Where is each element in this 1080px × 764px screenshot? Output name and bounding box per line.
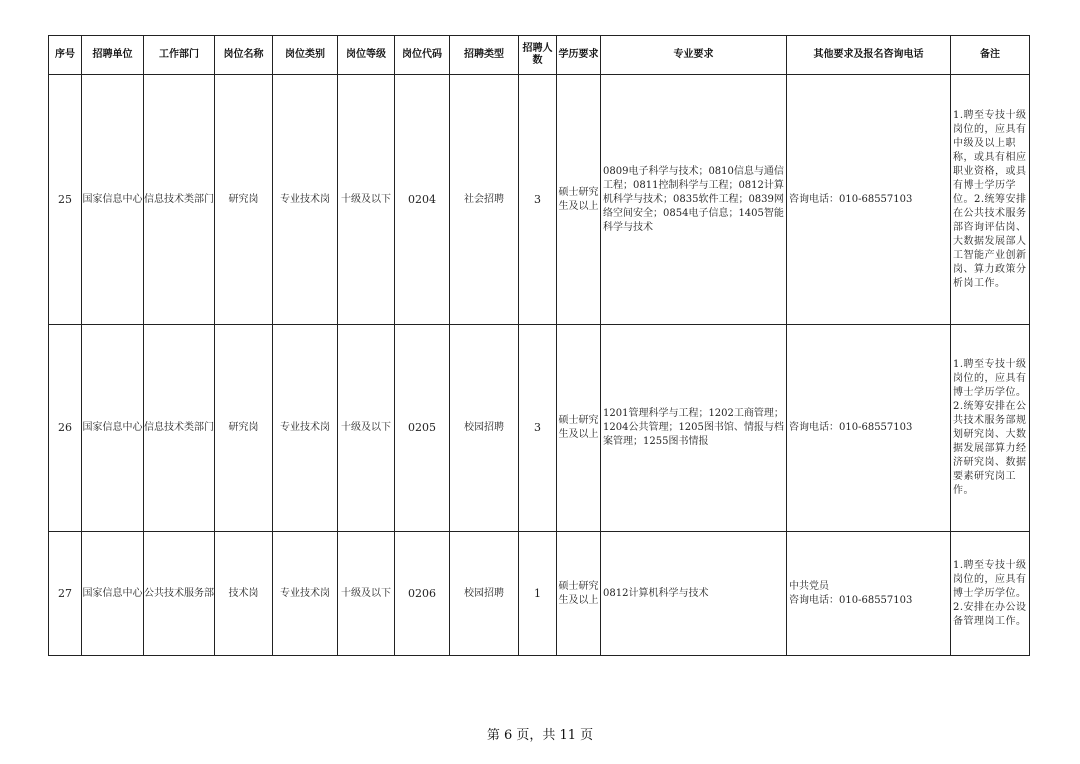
page-number: 第 6 页，共 11 页 bbox=[486, 728, 594, 743]
header-row bbox=[49, 36, 1030, 75]
cell-category: 专业技术岗 bbox=[273, 325, 338, 532]
cell-no: 27 bbox=[49, 532, 82, 656]
cell-unit: 国家信息中心 bbox=[82, 532, 144, 656]
cell-post: 研究岗 bbox=[215, 325, 273, 532]
cell-note: 1.聘至专技十级岗位的，应具有博士学历学位。2.统筹安排在公共技术服务部规划研究岗、大数据发展部算力经济研究岗、数据要素研究岗工作。 bbox=[951, 325, 1030, 532]
cell-count: 1 bbox=[519, 532, 557, 656]
cell-unit: 国家信息中心 bbox=[82, 75, 144, 325]
cell-code: 0206 bbox=[395, 532, 450, 656]
header-code: 岗位代码 bbox=[395, 36, 450, 75]
cell-count: 3 bbox=[519, 75, 557, 325]
cell-edu: 硕士研究生及以上 bbox=[557, 325, 601, 532]
cell-type: 校园招聘 bbox=[450, 532, 519, 656]
header-note: 备注 bbox=[951, 36, 1030, 75]
table-header bbox=[49, 36, 1030, 75]
cell-major: 0809电子科学与技术；0810信息与通信工程；0811控制科学与工程；0812计算机科学与技术；0835软件工程；0839网络空间安全；0854电子信息；1405智能科学与技术 bbox=[601, 75, 787, 325]
header-level: 岗位等级 bbox=[338, 36, 395, 75]
table-row bbox=[49, 325, 1030, 532]
cell-major: 1201管理科学与工程；1202工商管理；1204公共管理；1205图书馆、情报与档案管理；1255图书情报 bbox=[601, 325, 787, 532]
cell-major: 0812计算机科学与技术 bbox=[601, 532, 787, 656]
cell-level: 十级及以下 bbox=[338, 532, 395, 656]
cell-no: 26 bbox=[49, 325, 82, 532]
cell-count: 3 bbox=[519, 325, 557, 532]
cell-type: 校园招聘 bbox=[450, 325, 519, 532]
cell-no: 25 bbox=[49, 75, 82, 325]
table-row bbox=[49, 75, 1030, 325]
cell-code: 0205 bbox=[395, 325, 450, 532]
header-type: 招聘类型 bbox=[450, 36, 519, 75]
table-row bbox=[49, 532, 1030, 656]
cell-other: 中共党员 咨询电话：010-68557103 bbox=[787, 532, 951, 656]
cell-category: 专业技术岗 bbox=[273, 532, 338, 656]
header-count: 招聘人数 bbox=[519, 36, 557, 75]
cell-post: 技术岗 bbox=[215, 532, 273, 656]
cell-other: 咨询电话：010-68557103 bbox=[787, 325, 951, 532]
cell-category: 专业技术岗 bbox=[273, 75, 338, 325]
header-no: 序号 bbox=[49, 36, 82, 75]
table-body bbox=[49, 75, 1030, 656]
header-post: 岗位名称 bbox=[215, 36, 273, 75]
cell-dept: 公共技术服务部 bbox=[144, 532, 215, 656]
cell-unit: 国家信息中心 bbox=[82, 325, 144, 532]
cell-note: 1.聘至专技十级岗位的，应具有中级及以上职称，或具有相应职业资格，或具有博士学历学位。2.统筹安排在公共技术服务部咨询评估岗、大数据发展部人工智能产业创新岗、算力政策分析岗工作。 bbox=[951, 75, 1030, 325]
recruitment-table-container bbox=[48, 35, 1029, 656]
header-major: 专业要求 bbox=[601, 36, 787, 75]
cell-level: 十级及以下 bbox=[338, 325, 395, 532]
cell-type: 社会招聘 bbox=[450, 75, 519, 325]
cell-post: 研究岗 bbox=[215, 75, 273, 325]
cell-dept: 信息技术类部门 bbox=[144, 75, 215, 325]
recruitment-table bbox=[48, 35, 1030, 656]
cell-level: 十级及以下 bbox=[338, 75, 395, 325]
cell-other: 咨询电话：010-68557103 bbox=[787, 75, 951, 325]
header-dept: 工作部门 bbox=[144, 36, 215, 75]
cell-edu: 硕士研究生及以上 bbox=[557, 532, 601, 656]
cell-note: 1.聘至专技十级岗位的，应具有博士学历学位。2.安排在办公设备管理岗工作。 bbox=[951, 532, 1030, 656]
cell-code: 0204 bbox=[395, 75, 450, 325]
cell-dept: 信息技术类部门 bbox=[144, 325, 215, 532]
header-other: 其他要求及报名咨询电话 bbox=[787, 36, 951, 75]
cell-edu: 硕士研究生及以上 bbox=[557, 75, 601, 325]
header-edu: 学历要求 bbox=[557, 36, 601, 75]
header-unit: 招聘单位 bbox=[82, 36, 144, 75]
header-category: 岗位类别 bbox=[273, 36, 338, 75]
